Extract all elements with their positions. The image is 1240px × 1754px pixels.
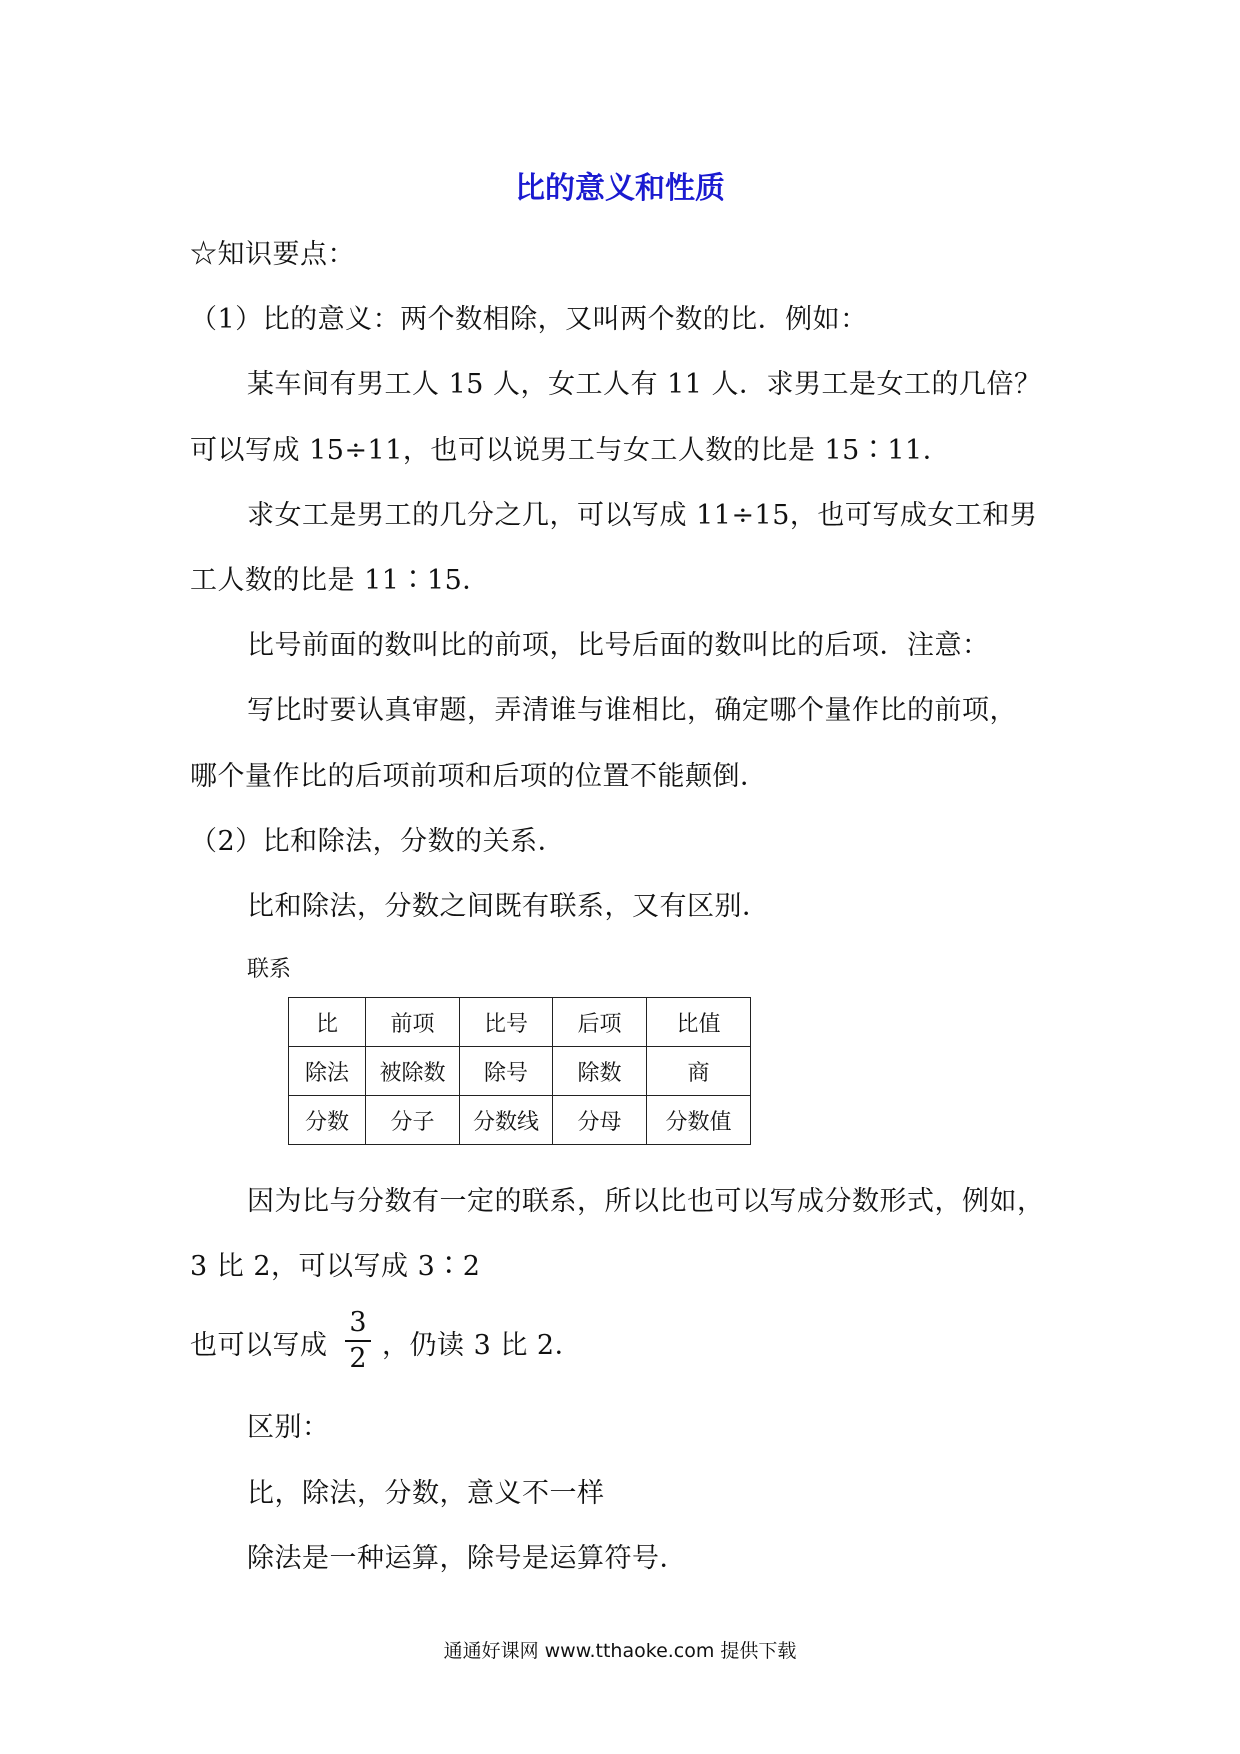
fraction-numerator: 3 [349,1307,367,1338]
paragraph: 某车间有男工人 15 人，女工人有 11 人．求男工是女工的几倍？ [247,369,1042,400]
section-heading: ☆知识要点： [190,239,355,270]
table-row [289,1047,751,1096]
paragraph: 3 比 2，可以写成 3∶2 [190,1251,481,1282]
fraction-bar [345,1340,371,1342]
relation-table [288,997,751,1145]
table-row [289,1096,751,1145]
paragraph: 因为比与分数有一定的联系，所以比也可以写成分数形式，例如， [247,1186,1045,1217]
page-title: 比的意义和性质 [515,171,725,206]
paragraph: 比和除法，分数之间既有联系，又有区别． [247,891,770,922]
table-cell: 被除数 [366,1047,460,1096]
page-footer: 通通好课网 www.tthaoke.com 提供下载 [443,1640,797,1662]
table-cell: 比值 [647,998,751,1047]
paragraph: 求女工是男工的几分之几，可以写成 11÷15，也可写成女工和男 [247,500,1038,531]
paragraph: 比，除法，分数，意义不一样 [247,1478,605,1509]
table-cell: 分数线 [460,1096,553,1145]
table-cell: 分数值 [647,1096,751,1145]
paragraph: 写比时要认真审题，弄清谁与谁相比，确定哪个量作比的前项， [247,695,1017,726]
table-cell: 分数 [289,1096,366,1145]
table-cell: 后项 [553,998,647,1047]
table-cell: 除号 [460,1047,553,1096]
paragraph: （2）比和除法，分数的关系． [190,826,566,857]
table-cell: 商 [647,1047,751,1096]
paragraph: 比号前面的数叫比的前项，比号后面的数叫比的后项．注意： [247,630,990,661]
table-row [289,998,751,1047]
table-cell: 前项 [366,998,460,1047]
table-cell: 分子 [366,1096,460,1145]
paragraph: 可以写成 15÷11，也可以说男工与女工人数的比是 15∶11． [190,435,951,466]
fraction [343,1308,373,1374]
fraction-denominator: 2 [349,1343,367,1374]
paragraph: 哪个量作比的后项前项和后项的位置不能颠倒． [190,761,768,792]
paragraph: 除法是一种运算，除号是运算符号． [247,1543,687,1574]
table-cell: 分母 [553,1096,647,1145]
table-cell: 比 [289,998,366,1047]
table-label: 联系 [247,957,292,982]
paragraph: （1）比的意义：两个数相除，又叫两个数的比．例如： [190,304,868,335]
paragraph-prefix: 也可以写成 [190,1330,328,1361]
table-cell: 比号 [460,998,553,1047]
paragraph-suffix: ，仍读 3 比 2． [382,1330,583,1361]
paragraph: 工人数的比是 11∶15． [190,565,490,596]
table-cell: 除法 [289,1047,366,1096]
paragraph: 区别： [247,1412,330,1443]
table-cell: 除数 [553,1047,647,1096]
